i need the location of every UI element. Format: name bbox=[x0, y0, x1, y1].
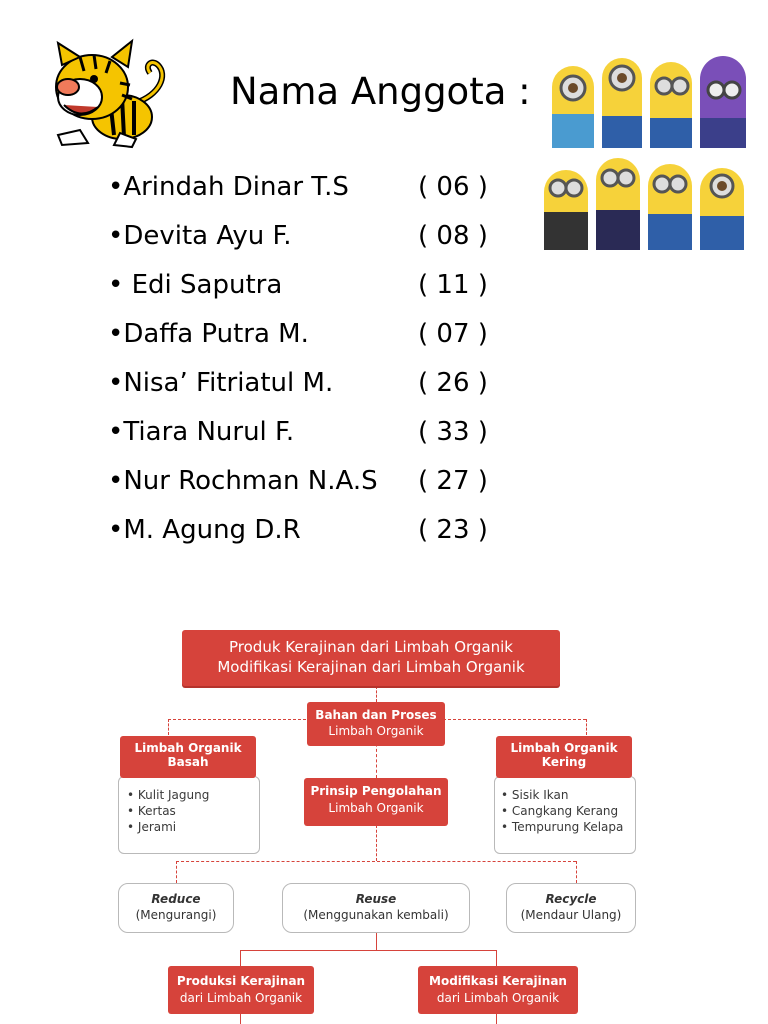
basah-title-line2: Basah bbox=[167, 755, 209, 769]
member-number: ( 11 ) bbox=[418, 270, 488, 300]
connector-line bbox=[376, 686, 377, 702]
connector-line bbox=[376, 930, 377, 950]
connector-line bbox=[176, 861, 177, 883]
diagram bbox=[0, 620, 768, 1024]
kering-title-line2: Kering bbox=[541, 755, 587, 769]
list-item: • Tempurung Kelapa bbox=[501, 820, 624, 834]
reduce-title: Reduce bbox=[151, 892, 201, 906]
member-name: •Tiara Nurul F. bbox=[108, 417, 295, 447]
produksi-sub: dari Limbah Organik bbox=[179, 991, 303, 1005]
slide-title: Nama Anggota : bbox=[230, 70, 531, 113]
member-number: ( 06 ) bbox=[418, 172, 488, 202]
prinsip-box bbox=[304, 778, 448, 826]
member-name: •Arindah Dinar T.S bbox=[108, 172, 349, 202]
diagram-header bbox=[182, 630, 560, 686]
connector-line bbox=[496, 1014, 497, 1024]
prinsip-title: Prinsip Pengolahan bbox=[310, 784, 442, 798]
basah-title-box bbox=[120, 736, 256, 778]
member-number: ( 08 ) bbox=[418, 221, 488, 251]
basah-list bbox=[127, 787, 259, 835]
list-item: • Jerami bbox=[127, 820, 177, 834]
member-name: •Daffa Putra M. bbox=[108, 319, 309, 349]
member-name: •Nisa’ Fitriatul M. bbox=[108, 368, 334, 398]
modifikasi-sub: dari Limbah Organik bbox=[436, 991, 560, 1005]
diagram-header-line2: Modifikasi Kerajinan dari Limbah Organik bbox=[217, 658, 525, 676]
connector-line bbox=[496, 950, 497, 966]
list-item: • Sisik Ikan bbox=[501, 788, 569, 802]
tiger-clipart bbox=[40, 35, 175, 150]
list-item: • Kulit Jagung bbox=[127, 788, 210, 802]
reduce-box bbox=[118, 883, 234, 933]
member-number: ( 07 ) bbox=[418, 319, 488, 349]
kering-title-box bbox=[496, 736, 632, 778]
bahan-proses-sub: Limbah Organik bbox=[328, 724, 424, 738]
reuse-title: Reuse bbox=[355, 892, 397, 906]
member-name: •Nur Rochman N.A.S bbox=[108, 466, 378, 496]
kering-list-box bbox=[494, 776, 636, 854]
diagram-header-line1: Produk Kerajinan dari Limbah Organik bbox=[229, 638, 513, 656]
bahan-proses-title: Bahan dan Proses bbox=[315, 708, 437, 722]
reuse-box bbox=[282, 883, 470, 933]
kering-title-line1: Limbah Organik bbox=[510, 741, 618, 755]
connector-line bbox=[576, 861, 577, 883]
produksi-box bbox=[168, 966, 314, 1014]
recycle-title: Recycle bbox=[545, 892, 597, 906]
basah-list-box bbox=[118, 776, 260, 854]
member-number: ( 23 ) bbox=[418, 515, 488, 545]
connector-line bbox=[240, 1014, 241, 1024]
member-name: •Devita Ayu F. bbox=[108, 221, 292, 251]
produksi-title: Produksi Kerajinan bbox=[176, 974, 306, 988]
minions-clipart bbox=[538, 52, 754, 254]
connector-line bbox=[240, 950, 241, 966]
kering-list bbox=[501, 787, 635, 835]
recycle-sub: (Mendaur Ulang) bbox=[520, 908, 622, 922]
modifikasi-title: Modifikasi Kerajinan bbox=[429, 974, 567, 988]
connector-line bbox=[168, 719, 169, 735]
bahan-proses-box bbox=[307, 702, 445, 746]
connector-line bbox=[240, 950, 496, 951]
modifikasi-box bbox=[418, 966, 578, 1014]
reduce-sub: (Mengurangi) bbox=[135, 908, 217, 922]
list-item: • Kertas bbox=[127, 804, 176, 818]
connector-line bbox=[176, 861, 576, 862]
member-number: ( 26 ) bbox=[418, 368, 488, 398]
member-number: ( 33 ) bbox=[418, 417, 488, 447]
member-name: •M. Agung D.R bbox=[108, 515, 301, 545]
connector-line bbox=[586, 719, 587, 735]
member-number: ( 27 ) bbox=[418, 466, 488, 496]
basah-title-line1: Limbah Organik bbox=[134, 741, 242, 755]
reuse-sub: (Menggunakan kembali) bbox=[303, 908, 449, 922]
list-item: • Cangkang Kerang bbox=[501, 804, 619, 818]
connector-line bbox=[376, 825, 377, 861]
prinsip-sub: Limbah Organik bbox=[328, 801, 424, 815]
member-name: • Edi Saputra bbox=[108, 270, 283, 300]
recycle-box bbox=[506, 883, 636, 933]
